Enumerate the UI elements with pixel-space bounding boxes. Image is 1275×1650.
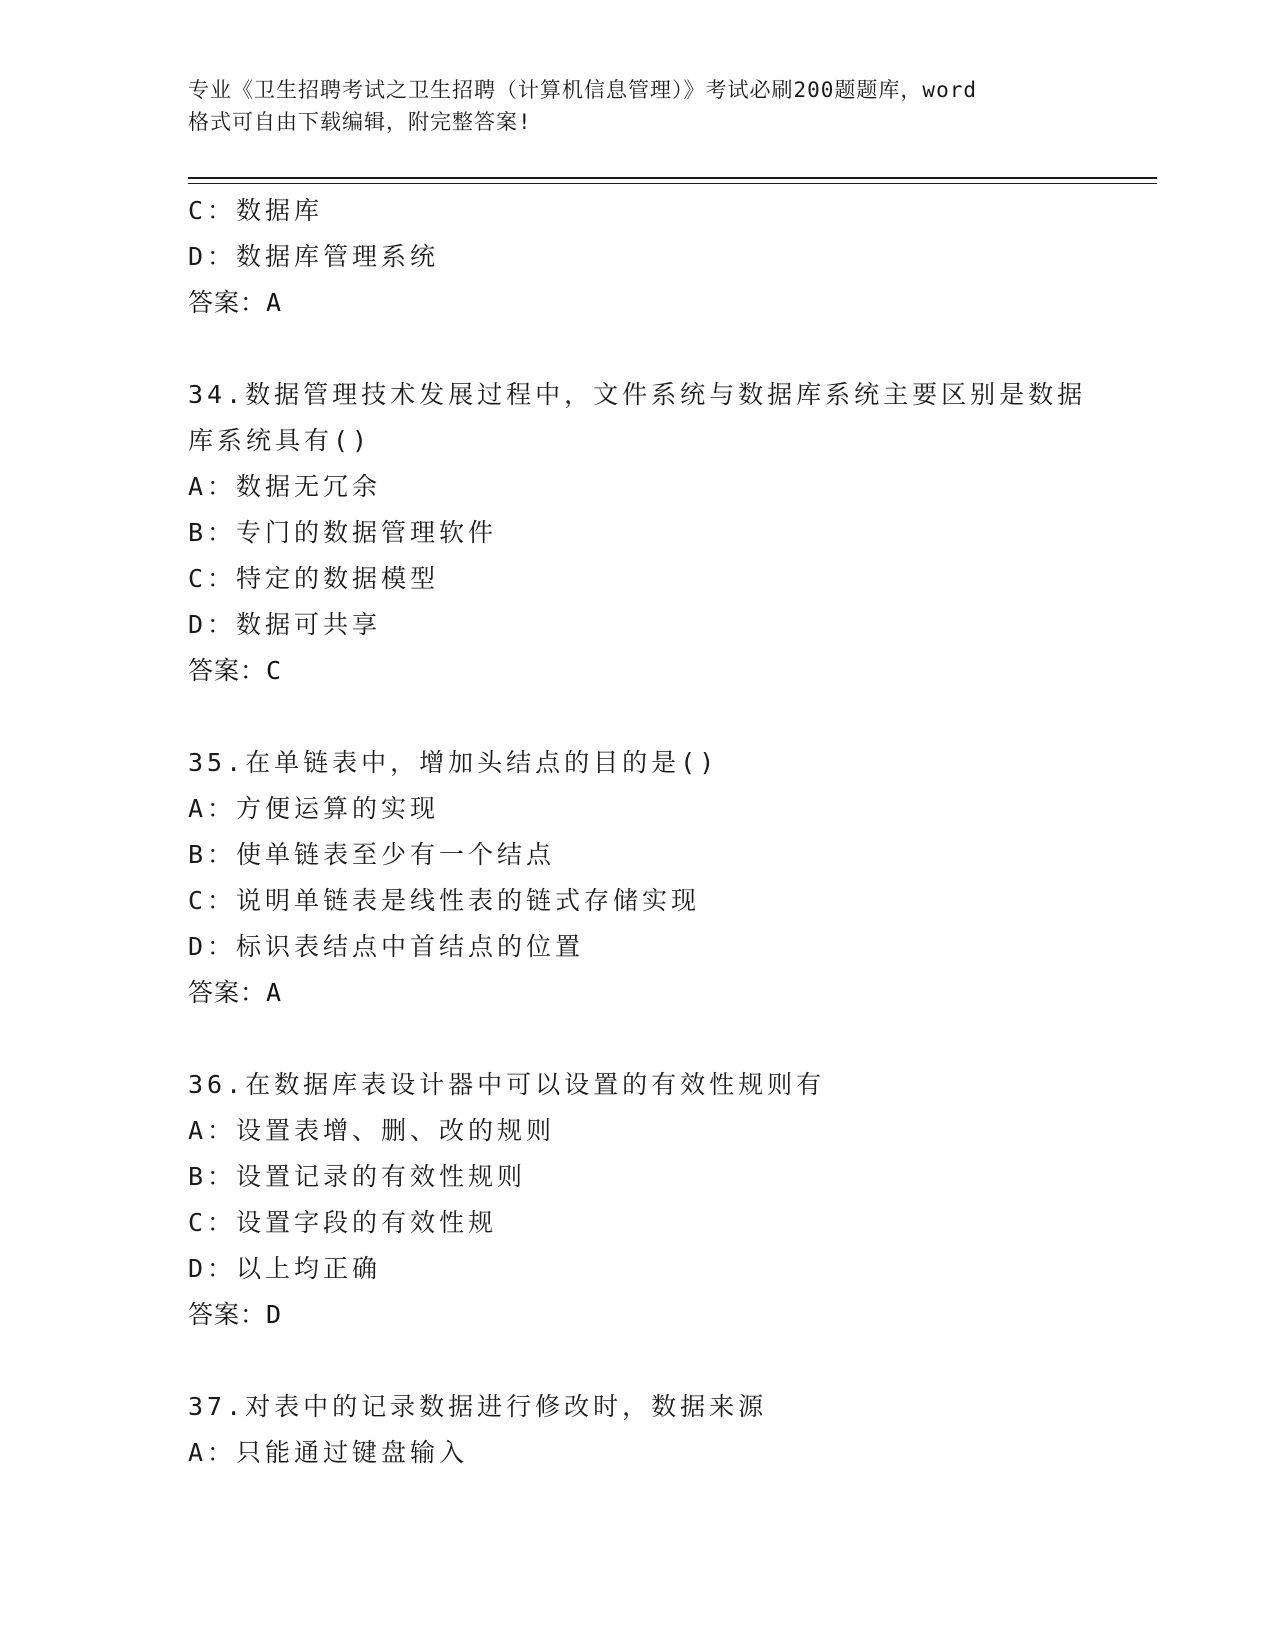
question-34 [188, 372, 1088, 694]
question-37 [188, 1384, 1088, 1476]
spacer [188, 1338, 1088, 1384]
option-d: D：数据可共享 [188, 610, 382, 639]
document-header [188, 74, 1088, 138]
question-stem-continued: 库系统具有() [188, 426, 372, 455]
option-d: D：标识表结点中首结点的位置 [188, 932, 585, 961]
option-c: C：特定的数据模型 [188, 564, 440, 593]
spacer [188, 1016, 1088, 1062]
answer-line: 答案：C [188, 656, 283, 685]
spacer [188, 326, 1088, 372]
option-c: C：设置字段的有效性规 [188, 1208, 498, 1237]
question-stem: 34.数据管理技术发展过程中，文件系统与数据库系统主要区别是数据 [188, 380, 1087, 409]
option-b: B：使单链表至少有一个结点 [188, 840, 556, 869]
option-c: C：说明单链表是线性表的链式存储实现 [188, 886, 701, 915]
option-d: D：数据库管理系统 [188, 242, 440, 271]
question-stem: 37.对表中的记录数据进行修改时，数据来源 [188, 1392, 768, 1421]
header-line-1: 专业《卫生招聘考试之卫生招聘（计算机信息管理）》考试必刷200题题库，word [188, 78, 977, 102]
question-33-tail [188, 188, 1088, 326]
question-36 [188, 1062, 1088, 1338]
option-a: A：方便运算的实现 [188, 794, 440, 823]
option-a: A：数据无冗余 [188, 472, 382, 501]
header-line-2: 格式可自由下载编辑，附完整答案! [188, 110, 532, 134]
option-c: C：数据库 [188, 196, 324, 225]
option-b: B：设置记录的有效性规则 [188, 1162, 527, 1191]
question-list [188, 188, 1088, 1476]
spacer [188, 694, 1088, 740]
option-a: A：设置表增、删、改的规则 [188, 1116, 556, 1145]
option-d: D：以上均正确 [188, 1254, 382, 1283]
option-a: A：只能通过键盘输入 [188, 1438, 469, 1467]
header-rule-thick [188, 177, 1157, 179]
answer-line: 答案：D [188, 1300, 283, 1329]
option-b: B：专门的数据管理软件 [188, 518, 498, 547]
question-35 [188, 740, 1088, 1016]
question-stem: 35.在单链表中，增加头结点的目的是() [188, 748, 719, 777]
header-rule-thin [188, 183, 1157, 184]
answer-line: 答案：A [188, 288, 283, 317]
answer-line: 答案：A [188, 978, 283, 1007]
question-stem: 36.在数据库表设计器中可以设置的有效性规则有 [188, 1070, 826, 1099]
